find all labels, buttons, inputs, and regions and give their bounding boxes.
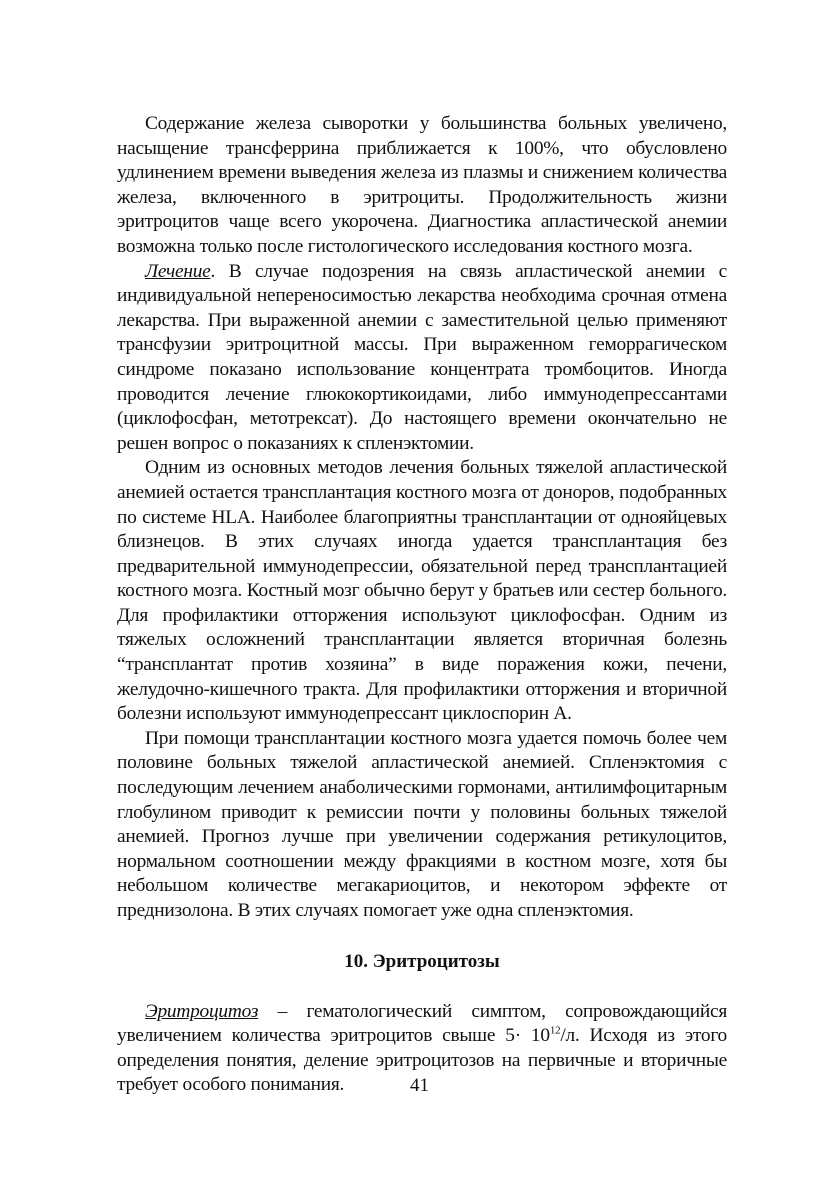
section-heading: 10. Эритроцитозы xyxy=(344,950,500,972)
paragraph-treatment xyxy=(117,260,727,457)
paragraph-text: . В случае подозрения на связь апластической анемии с индивидуальной непереносимостью лекарства необходима срочная отмена лекарства. При выраженной анемии с заместительной целью применяют трансфузии эритроцитной массы. При выраженном геморрагическом синдроме показано использование концентрата тромбоцитов. Иногда проводится лечение глюкокортикоидами, либо иммунодепрессантами (циклофосфан, метотрексат). До настоящего времени окончательно не решен вопрос о показаниях к спленэктомии. xyxy=(117,260,727,454)
paragraph-text: При помощи трансплантации костного мозга удается помочь более чем половине больных тяжелой апластической анемией. Спленэктомия с последующим лечением анаболическими гормонами, антилимфоцитарным глобулином приводит к ремиссии почти у половины больных тяжелой анемией. Прогноз лучше при увеличении содержания ретикулоцитов, нормальном соотношении между фракциями в костном мозге, хотя бы небольшом количестве мегакариоцитов, и некотором эффекте от преднизолона. В этих случаях помогает уже одна спленэктомия. xyxy=(117,727,727,921)
paragraph-transplantation xyxy=(117,456,727,727)
paragraph-text: /л. Исходя из этого определения понятия, деление эритроцитозов на первичные и вторичные требует особого понимания. xyxy=(117,1025,727,1096)
paragraph-serum-iron xyxy=(117,112,727,260)
paragraph-text: Содержание железа сыворотки у большинства больных увеличено, насыщение трансферрина приближается к 100%, что обусловлено удлинением времени выведения железа из плазмы и снижением количества железа, включенного в эритроциты. Продолжительность жизни эритроцитов чаще всего укорочена. Диагностика апластической анемии возможна только после гистологического исследования костного мозга. xyxy=(117,113,727,257)
paragraph-text: – гематологический симптом, сопровождающийся увеличением количества эритроцитов свыше 5· 10 xyxy=(117,1000,727,1047)
paragraph-prognosis xyxy=(117,727,727,924)
erythrocytosis-lead-term: Эритроцитоз xyxy=(145,1000,259,1022)
document-page xyxy=(117,112,727,1098)
paragraph-text: Одним из основных методов лечения больных тяжелой апластической анемией остается трансплантация костного мозга от доноров, подобранных по системе HLA. Наиболее благоприятны трансплантации от однояйцевых близнецов. В этих случаях иногда удается трансплантация без предварительной иммунодепрессии, обязательной перед трансплантацией костного мозга. Костный мозг обычно берут у братьев или сестер больного. Для профилактики отторжения используют циклофосфан. Одним из тяжелых осложнений трансплантации является вторичная болезнь “трансплантат против хозяина” в виде поражения кожи, печени, желудочно-кишечного тракта. Для профилактики отторжения и вторичной болезни используют иммунодепрессант циклоспорин А. xyxy=(117,457,727,725)
exponent-superscript: 12 xyxy=(549,1024,561,1037)
page-number: 41 xyxy=(410,1075,429,1096)
treatment-lead-term: Лечение xyxy=(145,260,211,282)
